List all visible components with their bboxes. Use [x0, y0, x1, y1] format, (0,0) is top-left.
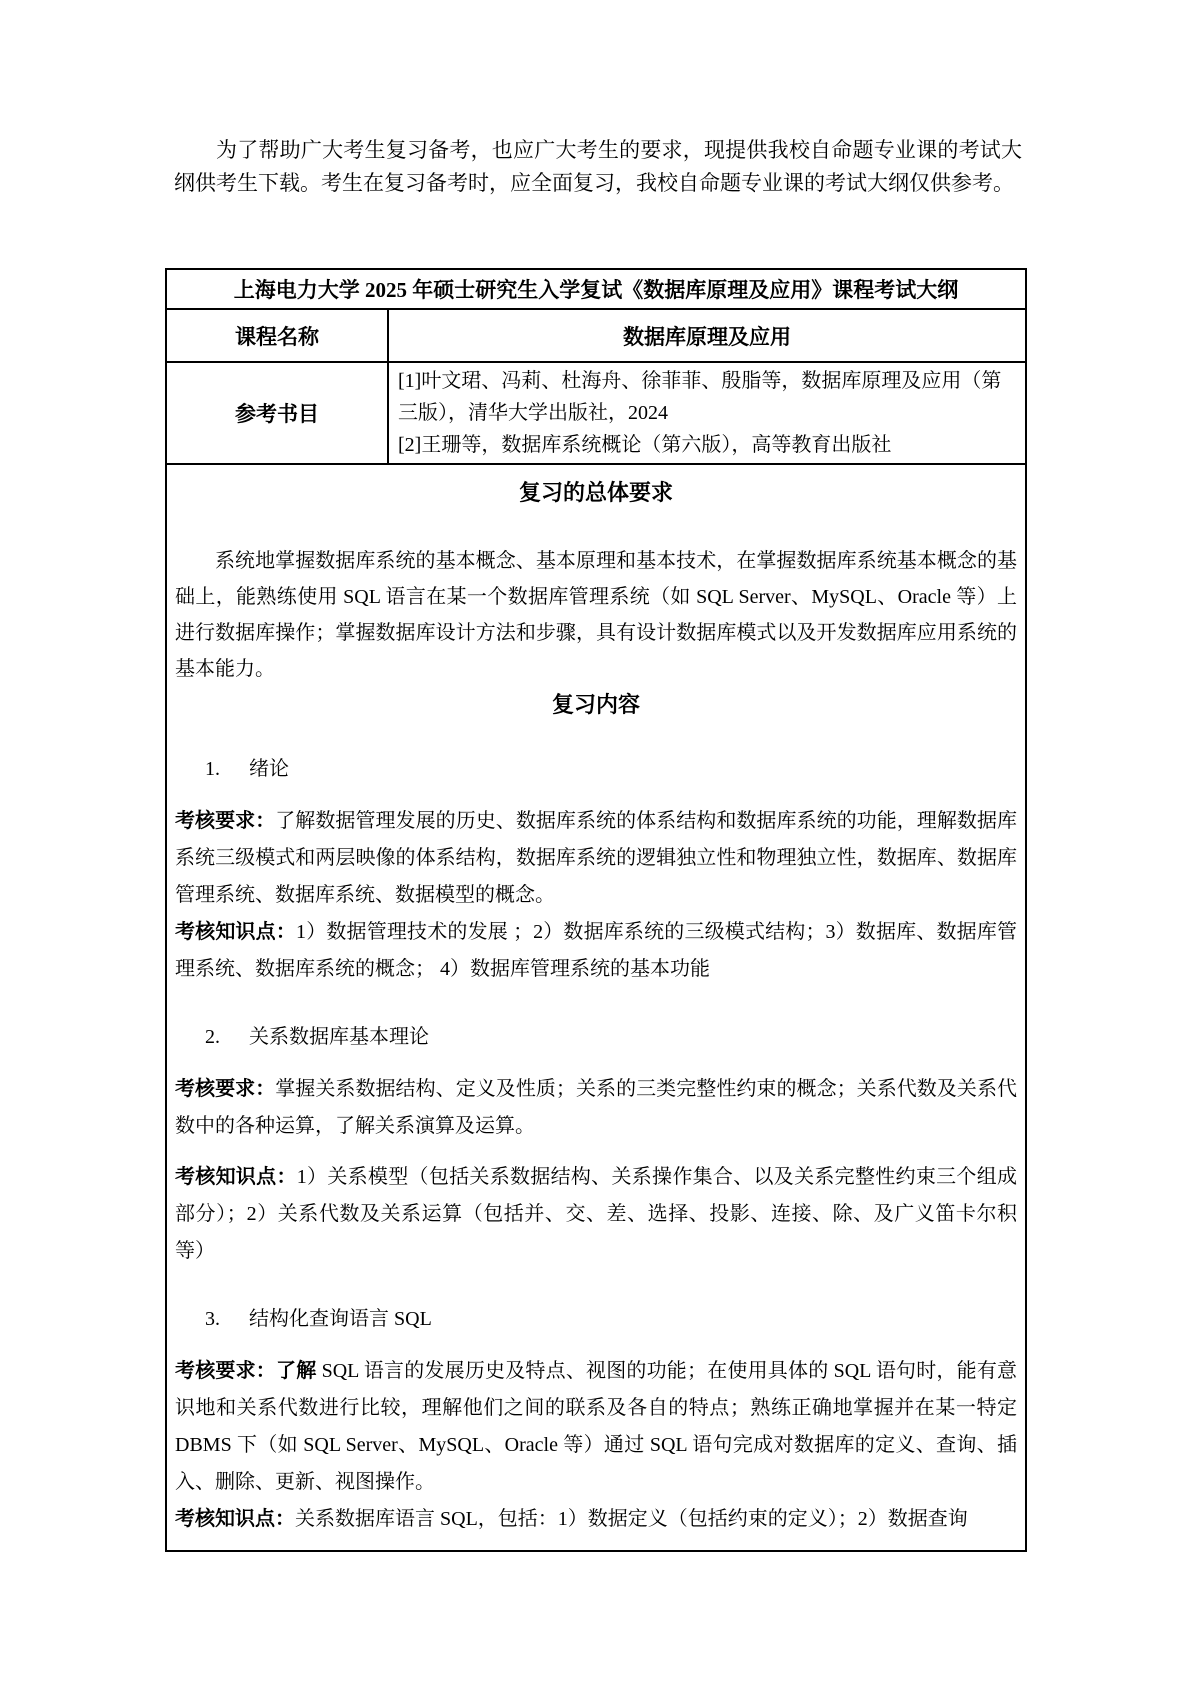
points-text: 关系数据库语言 SQL，包括：1）数据定义（包括约束的定义）；2）数据查询: [295, 1508, 968, 1530]
requirements-label: 考核要求：: [175, 1360, 276, 1382]
table-title-row: [166, 269, 1026, 309]
overall-requirements-text: 系统地掌握数据库系统的基本概念、基本原理和基本技术，在掌握数据库系统基本概念的基础上，能熟练使用 SQL 语言在某一个数据库管理系统（如 SQL Server、MySQL、Oracle 等）上进行数据库操作；掌握数据库设计方法和步骤，具有设计数据库模式以及开发数据库应用系统的基本能力。: [175, 550, 1017, 680]
course-name-label: 课程名称: [166, 309, 388, 362]
requirements-text: 了解数据管理发展的历史、数据库系统的体系结构和数据库系统的功能，理解数据库系统三级模式和两层映像的体系结构，数据库系统的逻辑独立性和物理独立性，数据库、数据库管理系统、数据库系统、数据模型的概念。: [175, 810, 1018, 906]
section-number: 2.: [205, 1026, 220, 1048]
requirements-label: 考核要求：: [175, 810, 276, 832]
section-title-text: 结构化查询语言 SQL: [249, 1308, 432, 1330]
exam-knowledge-points: [175, 914, 1017, 988]
course-name-value: 数据库原理及应用: [388, 309, 1026, 362]
intro-paragraph: 为了帮助广大考生复习备考，也应广大考生的要求，现提供我校自命题专业课的考试大纲供考生下载。考生在复习备考时，应全面复习，我校自命题专业课的考试大纲仅供参考。: [174, 138, 1022, 195]
section-title: [175, 1301, 1017, 1338]
reference-item: [2]王珊等，数据库系统概论（第六版），高等教育出版社: [398, 434, 892, 456]
reference-label: 参考书目: [166, 362, 388, 464]
reference-list: [388, 362, 1026, 464]
requirements-text: 掌握关系数据结构、定义及性质；关系的三类完整性约束的概念；关系代数及关系代数中的各种运算，了解关系演算及运算。: [175, 1078, 1018, 1137]
main-content-cell: [166, 464, 1026, 1551]
exam-knowledge-points: [175, 1159, 1017, 1270]
overall-requirements-heading: 复习的总体要求: [518, 480, 673, 505]
section-2: [175, 1019, 1017, 1270]
reference-books-row: [166, 362, 1026, 464]
points-label: 考核知识点：: [175, 1508, 295, 1530]
review-content-heading: 复习内容: [551, 692, 640, 717]
table-title: 上海电力大学 2025 年硕士研究生入学复试《数据库原理及应用》课程考试大纲: [166, 269, 1026, 309]
requirements-text: SQL 语言的发展历史及特点、视图的功能；在使用具体的 SQL 语句时，能有意识地和关系代数进行比较，理解他们之间的联系及各自的特点；熟练正确地掌握并在某一特定 DBMS 下（如 SQL Server、MySQL、Oracle 等）通过 SQL 语句完成对数据库的定义、查询、插入、删除、更新、视图操作。: [175, 1360, 1018, 1493]
main-content-row: [166, 464, 1026, 1551]
points-text: 1）关系模型（包括关系数据结构、关系操作集合、以及关系完整性约束三个组成部分）；2）关系代数及关系运算（包括并、交、差、选择、投影、连接、除、及广义笛卡尔积等）: [175, 1166, 1018, 1262]
exam-requirements: [175, 1353, 1017, 1501]
section-title-text: 关系数据库基本理论: [249, 1026, 429, 1048]
requirements-label: 考核要求：: [175, 1078, 276, 1100]
exam-knowledge-points: [175, 1501, 1017, 1538]
requirements-bold-lead: 了解: [276, 1360, 317, 1382]
section-title: [175, 1019, 1017, 1056]
section-number: 3.: [205, 1308, 220, 1330]
syllabus-table: [165, 268, 1027, 1552]
exam-requirements: [175, 803, 1017, 914]
points-label: 考核知识点：: [175, 921, 297, 943]
section-1: [175, 751, 1017, 988]
section-title: [175, 751, 1017, 788]
section-number: 1.: [205, 758, 220, 780]
points-text: 1）数据管理技术的发展 ；2）数据库系统的三级模式结构；3）数据库、数据库管理系统、数据库系统的概念； 4）数据库管理系统的基本功能: [175, 921, 1018, 980]
points-label: 考核知识点：: [175, 1166, 297, 1188]
exam-requirements: [175, 1071, 1017, 1145]
section-3: [175, 1301, 1017, 1538]
section-title-text: 绪论: [249, 758, 289, 780]
reference-item: [1]叶文珺、冯莉、杜海舟、徐菲菲、殷脂等，数据库原理及应用（第三版），清华大学出版社，2024: [398, 370, 1002, 424]
course-name-row: [166, 309, 1026, 362]
